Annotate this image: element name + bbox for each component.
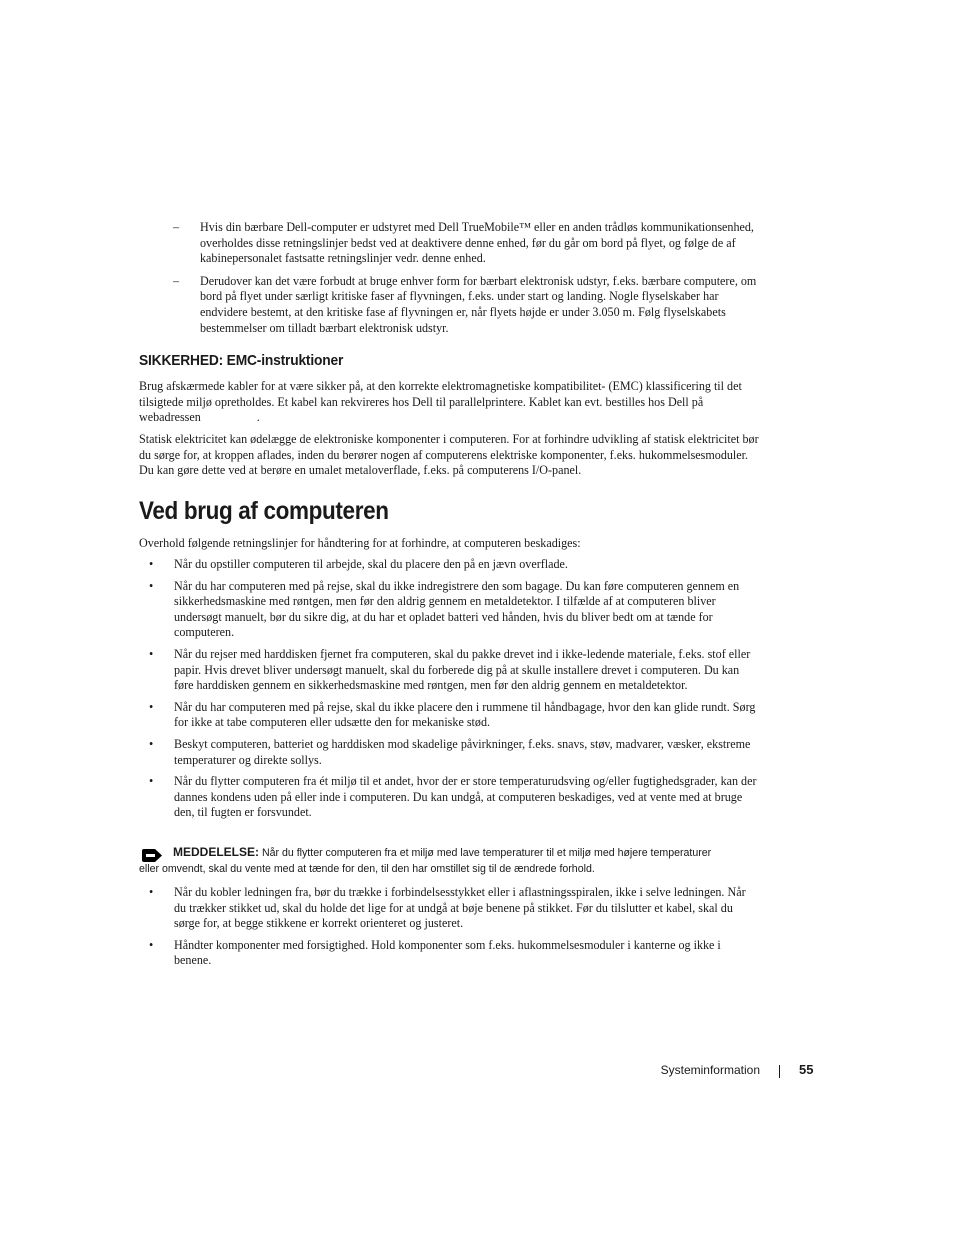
emc-heading: SIKKERHED: EMC-instruktioner	[139, 352, 344, 369]
dash-item-text: Derudover kan det være forbudt at bruge enhver form for bærbart elektronisk udstyr, f.eks. bærbare computere, om bord på flyet under særligt kritiske faser af flyvningen, f.eks. under start og landing. Nogle flyselskaber har endvidere bestemt, at den kritiske fase af flyvningen er, når flyets højde er under 3.050 m. Følg flyselskabets bestemmelser om tilladt bærbart elektronisk udstyr.	[200, 273, 757, 335]
list-item-text: Når du kobler ledningen fra, bør du trække i forbindelsesstykket eller i aflastningsspiralen, ikke i selve ledningen. Når du trækker stikket ud, skal du holde det lige for at undgå at bøje benene på stikket. Før du tilslutter et kabel, skal du sørge for, at begge stikkene er korrekt orienteret og justeret.	[174, 885, 746, 931]
bullet-marker: •	[149, 699, 154, 714]
bullet-marker: •	[149, 937, 154, 952]
list-item-text: Når du har computeren med på rejse, skal du ikke placere den i rummene til håndbagage, hvor den kan glide rundt. Sørg for ikke at tabe computeren eller udsætte den for mekaniske stød.	[174, 699, 756, 730]
list-item	[139, 579, 759, 641]
notice-text-2: eller omvendt, skal du vente med at tænde for den, til den har omstillet sig til de ændrede forhold.	[139, 862, 595, 875]
section-intro: Overhold følgende retningslinjer for håndtering for at forhindre, at computeren beskadiges:	[139, 536, 581, 550]
dash-item-text: Hvis din bærbare Dell-computer er udstyret med Dell TrueMobile™ eller en anden trådløs kommunikationsenhed, overholdes disse retningslinjer bedst ved at deaktivere denne enhed, før du går om bord på flyet, og følge de af kabinepersonalet fastsatte retningslinjer vedr. denne enhed.	[200, 220, 754, 266]
list-item	[139, 647, 759, 694]
bullet-marker: •	[149, 557, 154, 571]
list-item-text: Beskyt computeren, batteriet og harddisken mod skadelige påvirkninger, f.eks. snavs, støv, madvarer, væsker, ekstreme temperaturer og direkte sollys.	[174, 736, 751, 767]
emc-paragraph-1-text: Brug afskærmede kabler for at være sikker på, at den korrekte elektromagnetiske kompatibilitet- (EMC) klassificering til det tilsigtede miljø opretholdes. Et kabel kan rekvireres hos Dell til parallelprintere. Kablet kan evt. bestilles hos Dell på webadressen	[139, 379, 742, 425]
list-item	[139, 557, 759, 573]
bullet-marker: •	[149, 578, 154, 593]
list-item-text: Håndter komponenter med forsigtighed. Hold komponenter som f.eks. hukommelsesmoduler i kanterne og ikke i benene.	[174, 937, 721, 968]
notice-box	[139, 845, 757, 878]
emc-paragraph-2: Statisk elektricitet kan ødelægge de elektroniske komponenter i computeren. For at forhindre udvikling af statisk elektricitet bør du sørge for, at kroppen aflades, inden du berører nogen af computerens elektriske komponenter, f.eks. hukommelsesmoduler. Du kan gøre dette ved at berøre en umalet metaloverflade, f.eks. på computerens I/O-panel.	[139, 432, 759, 478]
dash-marker: –	[173, 273, 180, 288]
notice-label: MEDDELELSE:	[173, 845, 260, 859]
bullet-marker: •	[149, 646, 154, 661]
list-item	[139, 774, 759, 821]
footer-divider	[779, 1065, 780, 1078]
bullet-list	[139, 557, 759, 827]
dash-list	[173, 220, 758, 343]
list-item-text: Når du rejser med harddisken fjernet fra computeren, skal du pakke drevet ind i ikke-ledende materiale, f.eks. stof eller papir. Hvis drevet bliver undersøgt manuelt, skal du forberede dig på at skulle installere drevet i computeren. Du kan føre harddisken gennem en sikkerhedsmaskine med røntgen, men før den aldrig gennem en metaldetektor.	[174, 646, 751, 693]
list-item	[139, 737, 759, 768]
list-item-text: Når du flytter computeren fra ét miljø til et andet, hvor der er store temperaturudsving og/eller fugtighedsgrader, kan der dannes kondens uden på eller inde i computeren. Du kan undgå, at computeren beskadiges, ved at vente med at bruge den, til fugten er forsvundet.	[174, 774, 757, 820]
page-footer	[0, 1062, 954, 1082]
dash-item	[173, 274, 758, 336]
list-item-text: Når du opstiller computeren til arbejde, skal du placere den på en jævn overflade.	[174, 557, 568, 571]
bullet-marker: •	[149, 736, 154, 751]
bullet-marker: •	[149, 774, 154, 789]
emc-paragraph-1-end: .	[256, 410, 260, 425]
bullet-list	[139, 885, 759, 975]
page-number: 55	[799, 1062, 814, 1077]
footer-section-name: Systeminformation	[660, 1063, 760, 1077]
notice-text	[139, 845, 757, 878]
dash-item	[173, 220, 758, 267]
section-title: Ved brug af computeren	[139, 497, 389, 525]
list-item	[139, 885, 759, 932]
list-item	[139, 938, 759, 969]
notice-text-1: Når du flytter computeren fra et miljø med lave temperaturer til et miljø med højere temperaturer	[261, 847, 712, 859]
bullet-marker: •	[149, 885, 154, 899]
dash-marker: –	[173, 220, 180, 234]
list-item	[139, 700, 759, 731]
emc-paragraph-1	[139, 379, 759, 426]
list-item-text: Når du har computeren med på rejse, skal du ikke indregistrere den som bagage. Du kan føre computeren gennem en sikkerhedsmaskine med røntgen, men før den aldrig gennem en metaldetektor. I tilfælde af at computeren bliver undersøgt manuelt, bør du sikre dig, at du har et opladet batteri ved hånden, hvis du bliver bedt om at tænde for computeren.	[174, 578, 740, 640]
notice-icon	[141, 848, 163, 863]
